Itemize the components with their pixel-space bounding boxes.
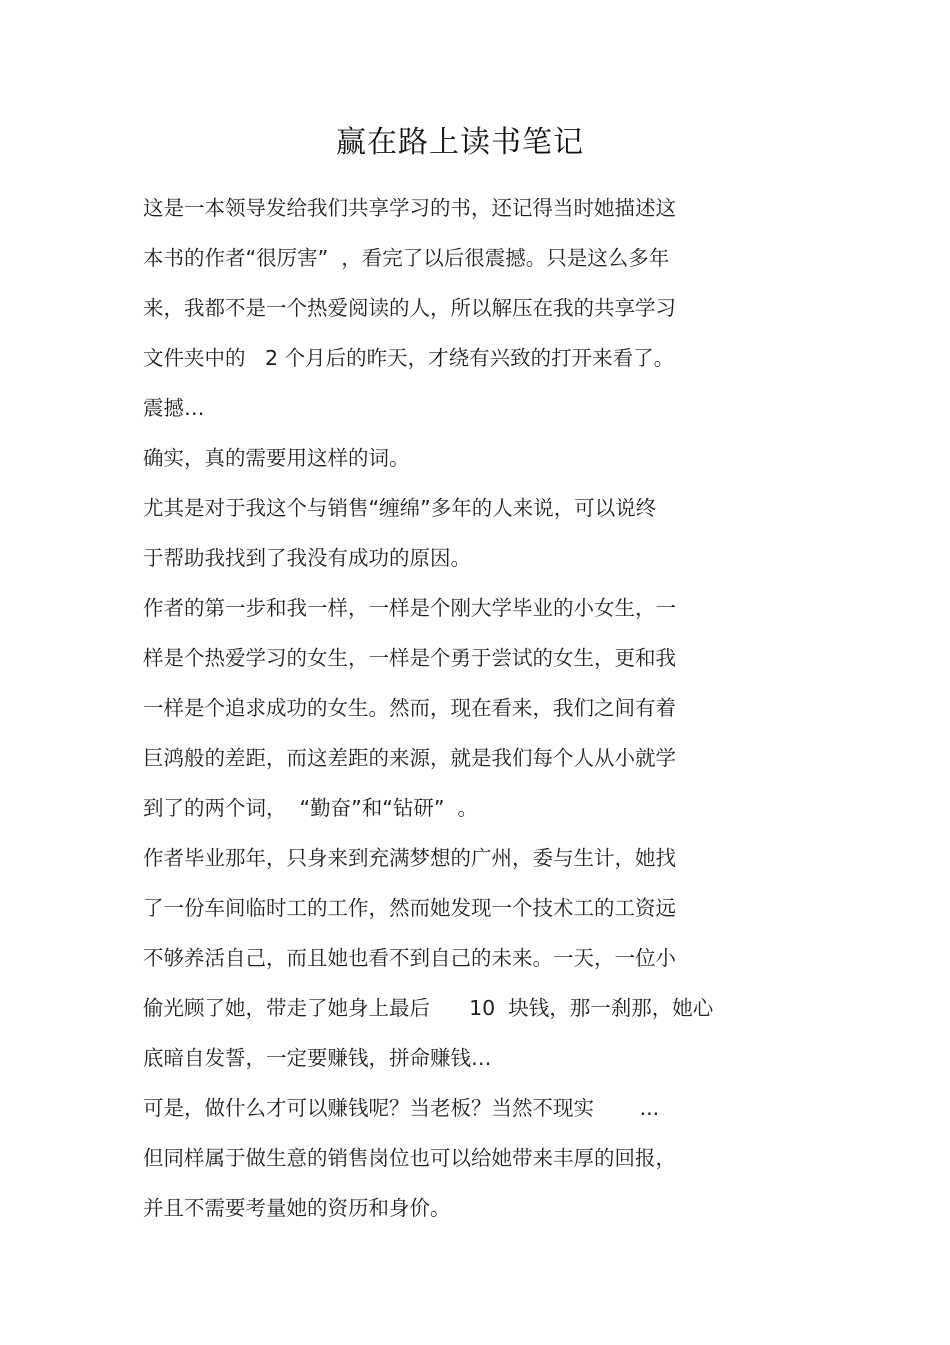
- body-line: 尤其是对于我这个与销售“缠绵”多年的人来说，可以说终: [143, 496, 657, 520]
- body-line: 作者的第一步和我一样，一样是个刚大学毕业的小女生，一: [143, 596, 676, 620]
- body-line: 作者毕业那年，只身来到充满梦想的广州，委与生计，她找: [143, 846, 676, 870]
- body-line: 这是一本领导发给我们共享学习的书，还记得当时她描述这: [143, 196, 676, 220]
- body-line: 可是，做什么才可以赚钱呢？当老板？当然不现实 ...: [143, 1096, 660, 1120]
- body-line: 样是个热爱学习的女生，一样是个勇于尝试的女生，更和我: [143, 646, 676, 670]
- body-line: 但同样属于做生意的销售岗位也可以给她带来丰厚的回报，: [143, 1146, 676, 1170]
- body-line: 一样是个追求成功的女生。然而，现在看来，我们之间有着: [143, 696, 676, 720]
- body-line: 本书的作者“很厉害” ，看完了以后很震撼。只是这么多年: [143, 246, 670, 270]
- body-line: 不够养活自己，而且她也看不到自己的未来。一天，一位小: [143, 946, 676, 970]
- body-line: 巨鸿般的差距，而这差距的来源，就是我们每个人从小就学: [143, 746, 676, 770]
- body-line: 震撼…: [143, 396, 205, 420]
- document-title: 赢在路上读书笔记: [336, 125, 584, 160]
- body-line: 来，我都不是一个热爱阅读的人，所以解压在我的共享学习: [143, 296, 676, 320]
- body-line: 底暗自发誓，一定要赚钱，拼命赚钱…: [143, 1046, 492, 1070]
- body-line: 于帮助我找到了我没有成功的原因。: [143, 546, 471, 570]
- body-line: 并且不需要考量她的资历和身价。: [143, 1196, 451, 1220]
- body-line: 到了的两个词， “勤奋”和“钻研” 。: [143, 796, 479, 820]
- body-line: 确实，真的需要用这样的词。: [143, 446, 410, 470]
- document-body: [143, 183, 843, 1233]
- body-line: 偷光顾了她，带走了她身上最后 10 块钱，那一刹那，她心: [143, 996, 714, 1020]
- body-line: 了一份车间临时工的工作，然而她发现一个技术工的工资远: [143, 896, 676, 920]
- body-line: 文件夹中的 2 个月后的昨天，才绕有兴致的打开来看了。: [143, 346, 675, 370]
